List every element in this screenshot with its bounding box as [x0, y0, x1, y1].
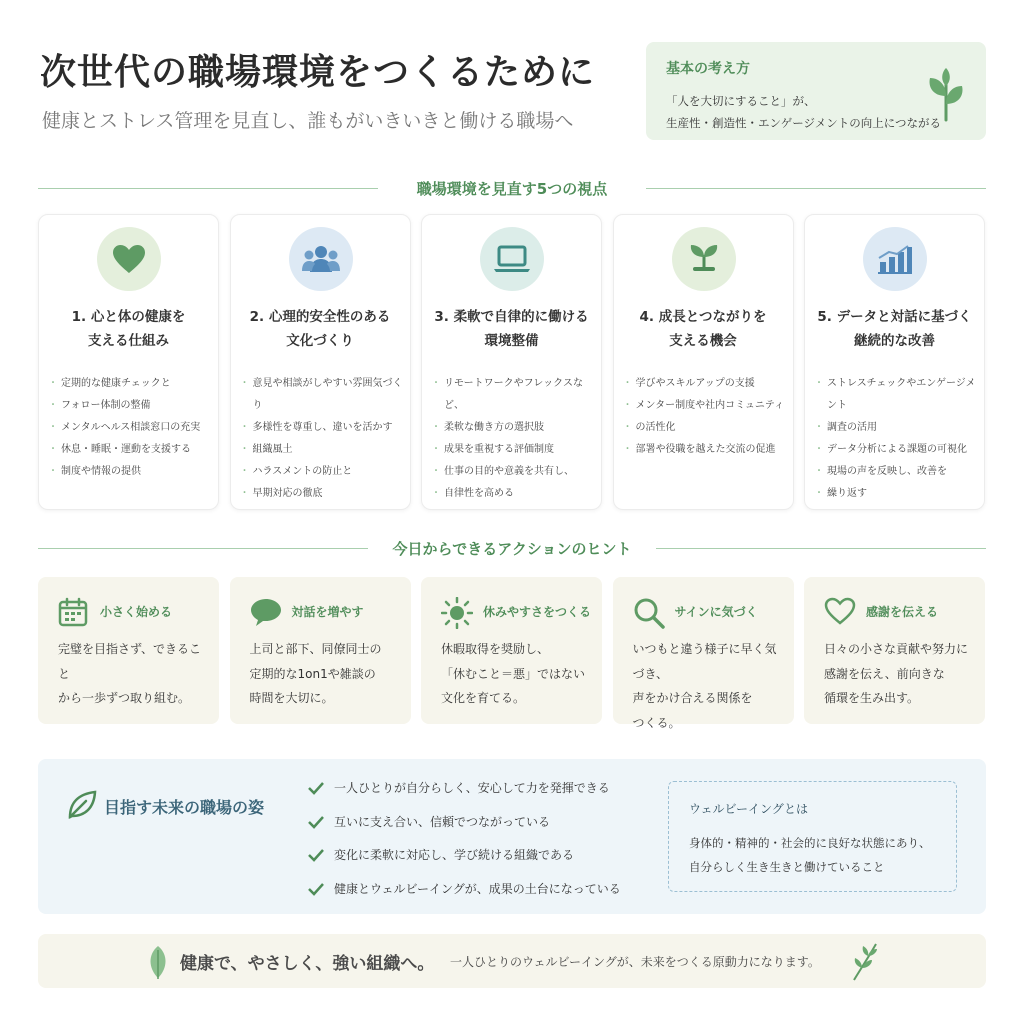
list-item: ・ ストレスチェックやエンゲージメント	[819, 373, 978, 417]
list-item: ・ 成果を重視する評価制度	[436, 439, 595, 461]
card-title-line: 支える機会	[669, 333, 737, 349]
list-item: ・ 柔軟な働き方の選択肢	[436, 417, 595, 439]
list-item: ・ 自律性を高める	[436, 483, 595, 505]
perspective-card-safety	[230, 214, 411, 510]
card-title-line: 継続的な改善	[854, 333, 935, 349]
future-item-text: 一人ひとりが自分らしく、安心して力を発揮できる	[334, 781, 610, 795]
hint-card	[38, 577, 219, 724]
action-hints	[38, 577, 986, 730]
sun-icon	[441, 597, 473, 633]
hint-title: 小さく始める	[100, 605, 173, 619]
laptop-icon	[480, 227, 544, 291]
card-title-line: 3. 柔軟で自律的に働ける	[434, 309, 589, 325]
perspective-card-growth	[613, 214, 794, 510]
list-item: ・ 現場の声を反映し、改善を	[819, 461, 978, 483]
hint-body: 上司と部下、同僚同士の 定期的な1on1や雑談の 時間を大切に。	[249, 642, 382, 705]
magnifier-icon	[633, 597, 665, 633]
hint-title: 対話を増やす	[291, 605, 364, 619]
list-item: ・ リモートワークやフレックスなど、	[436, 373, 595, 417]
list-item	[308, 811, 621, 845]
bar-chart-icon	[863, 227, 927, 291]
page-title: 次世代の職場環境をつくるために	[40, 52, 596, 93]
perspective-card-flexible	[421, 214, 602, 510]
checkmark-icon	[308, 811, 330, 833]
speech-bubble-icon	[250, 597, 282, 631]
footer-banner	[38, 934, 986, 988]
list-item: ・ メンタルヘルス相談窓口の充実	[53, 417, 212, 439]
list-item	[308, 878, 621, 912]
future-title: 目指す未来の職場の姿	[104, 798, 265, 817]
list-item: ・ 調査の活用	[819, 417, 978, 439]
section-heading-hints	[38, 538, 986, 558]
hint-card	[421, 577, 602, 724]
hint-body: 完璧を目指さず、できること から一歩ずつ取り組む。	[58, 642, 202, 705]
footer-slogan: 健康で、やさしく、強い組織へ。	[180, 954, 435, 974]
heart-icon	[97, 227, 161, 291]
calendar-icon	[58, 597, 88, 631]
leaf-icon	[146, 944, 170, 984]
list-item	[308, 777, 621, 811]
hint-title: 感謝を伝える	[866, 605, 939, 619]
section-title: 職場環境を見直す5つの視点	[405, 180, 619, 198]
card-title-line: 支える仕組み	[88, 333, 169, 349]
card-title-line: 2. 心理的安全性のある	[249, 309, 391, 325]
list-item: ・ 繰り返す	[819, 483, 978, 505]
future-workplace-panel	[38, 759, 986, 914]
page-subtitle: 健康とストレス管理を見直し、誰もがいきいきと働ける職場へ	[42, 110, 574, 132]
list-item: ・ 意見や相談がしやすい雰囲気づくり	[245, 373, 404, 417]
wellbeing-line: 自分らしく生き生きと働けていること	[689, 860, 885, 874]
people-icon	[289, 227, 353, 291]
hint-title: サインに気づく	[674, 605, 758, 619]
leaf-icon	[66, 789, 98, 825]
wellbeing-title: ウェルビーイングとは	[689, 802, 809, 816]
hint-card	[804, 577, 985, 724]
card-title-line: 4. 成長とつながりを	[639, 309, 767, 325]
wellbeing-line: 身体的・精神的・社会的に良好な状態にあり、	[689, 836, 931, 850]
checkmark-icon	[308, 777, 330, 799]
hint-body: いつもと違う様子に早く気づき、 声をかけ合える関係を つくる。	[632, 642, 777, 730]
perspective-cards	[38, 214, 986, 510]
basic-concept-title: 基本の考え方	[666, 61, 750, 77]
hint-body: 日々の小さな貢献や努力に 感謝を伝え、前向きな 循環を生み出す。	[824, 642, 969, 705]
heart-outline-icon	[824, 597, 856, 629]
future-item-text: 健康とウェルビーイングが、成果の土台になっている	[334, 881, 621, 896]
list-item: ・ ハラスメントの防止と	[245, 461, 404, 483]
list-item: ・ 組織風土	[245, 439, 404, 461]
list-item: ・ 制度や情報の提供	[53, 461, 212, 483]
branch-icon	[850, 942, 880, 986]
list-item: ・ 学びやスキルアップの支援	[628, 373, 787, 395]
hint-card	[613, 577, 794, 730]
list-item: ・ 定期的な健康チェックと	[53, 373, 212, 395]
list-item: ・ 多様性を尊重し、違いを活かす	[245, 417, 404, 439]
basic-concept-line: 「人を大切にすること」が、	[666, 94, 816, 108]
hint-title: 休みやすさをつくる	[483, 605, 592, 619]
checkmark-icon	[308, 844, 330, 866]
sprout-icon	[924, 66, 968, 126]
list-item: ・ メンター制度や社内コミュニティ	[628, 395, 787, 417]
checkmark-icon	[308, 878, 330, 900]
list-item: ・ フォロー体制の整備	[53, 395, 212, 417]
section-title: 今日からできるアクションのヒント	[380, 540, 643, 558]
hint-body: 休暇取得を奨励し、 「休むこと＝悪」ではない 文化を育てる。	[441, 642, 586, 705]
perspective-card-health	[38, 214, 219, 510]
future-item-text: 互いに支え合い、信頼でつながっている	[334, 814, 551, 829]
card-title-line: 5. データと対話に基づく	[817, 309, 972, 325]
list-item: ・ 休息・睡眠・運動を支援する	[53, 439, 212, 461]
card-title-line: 環境整備	[484, 333, 539, 349]
basic-concept-line: 生産性・創造性・エンゲージメントの向上につながる	[666, 116, 941, 130]
list-item: ・ 部署や役職を越えた交流の促進	[628, 439, 787, 461]
card-title-line: 1. 心と体の健康を	[71, 309, 186, 325]
basic-concept-box	[646, 42, 986, 140]
section-heading-perspectives	[38, 178, 986, 198]
perspective-card-data	[804, 214, 985, 510]
list-item: ・ の活性化	[628, 417, 787, 439]
list-item: ・ 早期対応の徹底	[245, 483, 404, 505]
future-item-text: 変化に柔軟に対応し、学び続ける組織である	[334, 848, 575, 862]
wellbeing-definition-box	[668, 781, 957, 892]
list-item: ・ データ分析による課題の可視化	[819, 439, 978, 461]
sprout-icon	[672, 227, 736, 291]
hint-card	[230, 577, 411, 724]
footer-message: 一人ひとりのウェルビーイングが、未来をつくる原動力になります。	[450, 955, 820, 969]
card-title-line: 文化づくり	[286, 333, 354, 349]
list-item: ・ 仕事の目的や意義を共有し、	[436, 461, 595, 483]
list-item	[308, 844, 621, 878]
